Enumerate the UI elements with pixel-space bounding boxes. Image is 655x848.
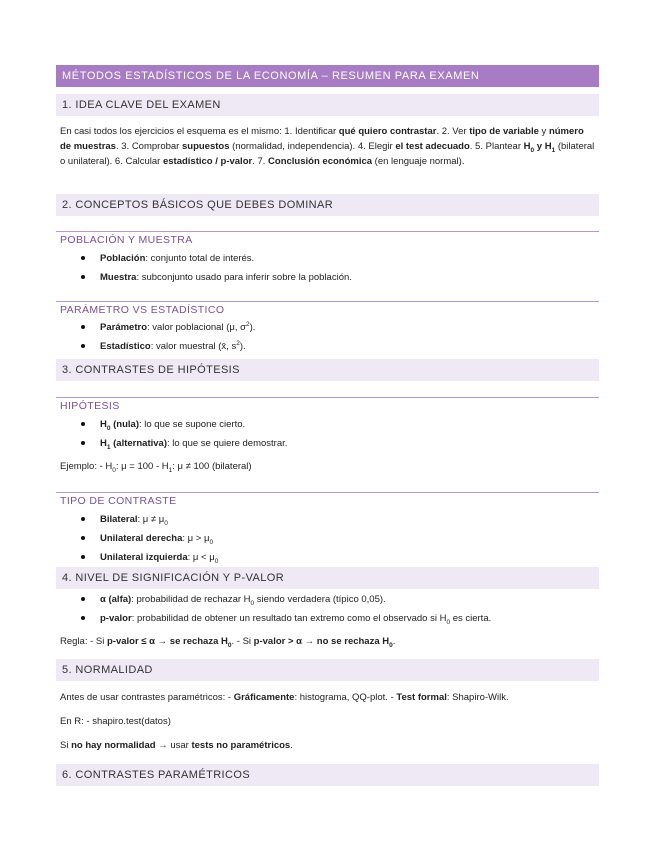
section-5-header: 5. NORMALIDAD (56, 659, 599, 681)
section-1-header: 1. IDEA CLAVE DEL EXAMEN (56, 94, 599, 116)
list-item: Bilateral: $\mu \ne \mu_0$ (79, 510, 622, 529)
list-item: Unilateral derecha: $\mu > \mu_0$ (79, 529, 622, 548)
section-4-header: 4. NIVEL DE SIGNIFICACIÓN Y P-VALOR (56, 567, 599, 589)
list-item: Muestra: subconjunto usado para inferir sobre la población. (79, 268, 622, 287)
document-title: MÉTODOS ESTADÍSTICOS DE LA ECONOMÍA – RESUMEN PARA EXAMEN (56, 65, 599, 87)
list-tipo-contraste (56, 510, 622, 567)
hipotesis-example: Ejemplo: - $H_0$: $\mu = 100 - H_1$: μ ≠ 100 (bilateral) (60, 461, 252, 474)
p-valor-rule: Regla: - Si p-valor ≤ α → se rechaza $H_0$. - Si p-valor > α → no se rechaza $H_0$. (60, 636, 396, 649)
list-hipotesis (56, 415, 622, 453)
subsection-parametro-estadistico: PARÁMETRO VS ESTADÍSTICO (56, 301, 599, 316)
list-item: Estadístico: valor muestral (x̄, $s^2$). (79, 337, 622, 356)
normalidad-paragraph-1: Antes de usar contrastes paramétricos: - Gráficamente: histograma, QQ-plot. - Test formal: Shapiro-Wilk. (60, 692, 509, 703)
subsection-poblacion-muestra: POBLACIÓN Y MUESTRA (56, 231, 599, 246)
section-6-header: 6. CONTRASTES PARAMÉTRICOS (56, 764, 599, 786)
list-item: Población: conjunto total de interés. (79, 249, 622, 268)
subsection-hipotesis: HIPÓTESIS (56, 397, 599, 412)
list-significacion (56, 590, 622, 628)
list-item: Parámetro: valor poblacional (μ, $\sigma^2$). (79, 318, 622, 337)
normalidad-paragraph-3: Si no hay normalidad → usar tests no paramétricos. (60, 740, 293, 751)
list-item: p-valor: probabilidad de obtener un resultado tan extremo como el observado si $H_0$ es cierta. (79, 609, 622, 628)
list-item: Unilateral izquierda: $\mu < \mu_0$ (79, 548, 622, 567)
list-poblacion-muestra (56, 249, 622, 287)
list-item: α (alfa): probabilidad de rechazar $H_0$ siendo verdadera (típico 0,05). (79, 590, 622, 609)
subsection-tipo-contraste: TIPO DE CONTRASTE (56, 492, 599, 507)
section-1-paragraph: En casi todos los ejercicios el esquema es el mismo: 1. Identificar qué quiero contrastar. 2. Ver tipo de variable y número de muestras. 3. Comprobar supuestos (normalidad, independencia). 4. Elegir el test adecuado. 5. Plantear $H_0$ y $H_1$ (bilateral o unilateral). 6. Calcular estadístico / p-valor. 7. Conclusión económica (en lenguaje normal). (60, 126, 595, 167)
list-item: $H_1$ (alternativa): lo que se quiere demostrar. (79, 434, 622, 453)
section-2-header: 2. CONCEPTOS BÁSICOS QUE DEBES DOMINAR (56, 194, 599, 216)
normalidad-paragraph-2: En R: - shapiro.test(datos) (60, 716, 171, 727)
list-item: $H_0$ (nula): lo que se supone cierto. (79, 415, 622, 434)
section-3-header: 3. CONTRASTES DE HIPÓTESIS (56, 359, 599, 381)
list-parametro-estadistico (56, 318, 622, 356)
